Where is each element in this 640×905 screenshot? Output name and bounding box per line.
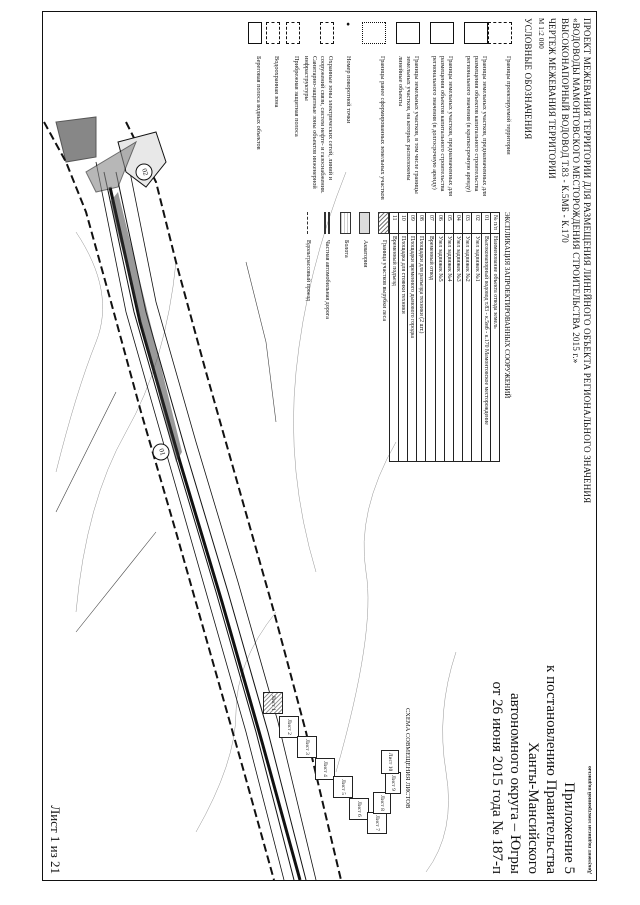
legend-swatch (248, 22, 262, 44)
explication-title: ЭКСПЛИКАЦИЯ ЗАПРОЕКТИРОВАННЫХ СООРУЖЕНИЙ (503, 212, 511, 399)
map-legend-item (315, 212, 334, 382)
table-row (454, 213, 463, 462)
sheet-box: Лист 9 (385, 772, 401, 794)
legend-item (292, 56, 300, 206)
table-row (417, 213, 426, 462)
sheets-scheme (271, 692, 401, 872)
map-legend-item (353, 212, 372, 382)
legend-swatch (396, 22, 420, 44)
row-name: Площадки временного дымового городка (408, 234, 417, 462)
row-number: 02 (472, 213, 481, 234)
drawing-sheet-rotated (42, 11, 597, 881)
table-row (408, 213, 417, 462)
legend-label: Охранные зоны электрических сетей, линий и сооружений связи, систем нефте- и газоснабжения. Санитарно-защитные зоны объектов инженерной инфраструктуры (303, 56, 334, 194)
map-legend-label: Болота (343, 240, 349, 258)
row-name: Площадка для стоянки техники (398, 234, 407, 462)
table-row (444, 213, 453, 462)
legend-label: Номер поворотной точки (345, 56, 352, 124)
map-legend-swatch (340, 212, 351, 234)
legend-label: Границы земельных участков, в том числе границы земельных участков, на которых расположены линейные объекты (397, 56, 420, 194)
row-name: Узел задвижек №2 (463, 234, 472, 462)
row-name: Узел задвижек №3 (454, 234, 463, 462)
row-number: 11 (389, 213, 398, 234)
table-row (463, 213, 472, 462)
sheet-box: Лист 10 (381, 750, 399, 774)
legend-item (254, 56, 262, 206)
map-legend-item (296, 212, 315, 382)
table-row (435, 213, 444, 462)
appendix-line-1: Приложение 5 (561, 782, 577, 874)
title-line-1: ПРОЕКТ МЕЖЕВАНИЯ ТЕРРИТОРИИ ДЛЯ РАЗМЕЩЕНИЯ ЛИНЕЙНОГО ОБЪЕКТА РЕГИОНАЛЬНОГО ЗНАЧЕНИЯ (582, 18, 592, 504)
explication-table (389, 212, 500, 462)
appendix-line-3: Ханты-Мансийского (525, 742, 541, 874)
map-label-point-b: 02 (140, 167, 150, 177)
legend-swatch (362, 22, 386, 44)
appendix-line-5: от 26 июня 2015 года № 187-п (489, 681, 505, 874)
legend-label: Прибрежная защитная полоса (293, 56, 300, 137)
title-line-3: ВЫСОКОНАПОРНЫЙ ВОДОВОД Т.83 - К.5МБ - К.170 (560, 18, 570, 243)
appendix-line-2: к постановлению Правительства (543, 665, 559, 874)
row-name: Временный подъезд (389, 234, 398, 462)
row-name: Высоконапорный водовод т.83 - к.5мб - к.170 Мамонтовское месторождение (481, 234, 490, 462)
row-name: Временный отвод (426, 234, 435, 462)
legend-label: Границы ранее сформированных земельных участков (379, 56, 386, 200)
legend-label: Границы земельных участков, предназначенных для размещения объектов капитального строительства регионального значения (в краткосрочную аренду) (465, 56, 488, 197)
map-legend-item (334, 212, 353, 382)
title-line-2: «ВОДОВОДЫ МАМОНТОВСКОГО МЕСТОРОЖДЕНИЯ СТРОИТЕЛЬСТВА 2015 г.» (571, 18, 581, 364)
legend-swatch (488, 22, 512, 44)
row-number: 03 (463, 213, 472, 234)
legend-item (272, 56, 280, 206)
map-legend-swatch (359, 212, 370, 234)
map-legend-swatch (324, 212, 330, 234)
map-legend-swatch (378, 212, 389, 234)
map-legend-label: Акватории (362, 240, 368, 268)
legend (42, 22, 512, 212)
table-row (472, 213, 481, 462)
row-name: Узел задвижек №4 (444, 234, 453, 462)
sheet-box: Лист 5 (333, 776, 353, 798)
sheet-box: Лист 2 (279, 716, 299, 738)
legend-swatch: • (341, 22, 355, 27)
map-legend-label: Частная автомобильная дорога (324, 240, 330, 319)
legend-item (341, 22, 355, 206)
sheet-box: Лист 1 (263, 692, 283, 714)
map-legend-item (372, 212, 391, 382)
appendix-line-4: автономного округа – Югры (507, 692, 523, 874)
row-name: Узел задвижек №5 (435, 234, 444, 462)
row-number: 07 (426, 213, 435, 234)
legend-item (396, 56, 420, 206)
title-block (522, 18, 592, 503)
signature-note: Документ подписан электронной подписью (587, 765, 593, 874)
legend-swatch (464, 22, 488, 44)
legend-swatch (320, 22, 334, 44)
table-row (398, 213, 407, 462)
explication-header: № п/п (490, 213, 499, 234)
row-name: Площадки для разъезда техники (2 шт.) (417, 234, 426, 462)
table-row (426, 213, 435, 462)
map-legend-label: Вдольтрассовый проезд (305, 240, 311, 301)
legend-title: УСЛОВНЫЕ ОБОЗНАЧЕНИЯ (523, 18, 533, 140)
legend-item (378, 56, 386, 206)
explication-header: Наименование объекта отвода земель (490, 234, 499, 462)
map-legend-swatch (306, 212, 308, 234)
row-number: 08 (417, 213, 426, 234)
legend-item (504, 56, 512, 206)
sheet-box: Лист 7 (367, 812, 387, 834)
sheet-box: Лист 8 (373, 792, 391, 814)
appendix-block (488, 665, 578, 874)
sheet-box: Лист 3 (297, 736, 317, 758)
legend-label: Границы земельных участков, предназначенных для размещения объектов капитального строительства регионального значения (в долгосрочную аренду) (431, 56, 454, 197)
legend-label: Водоохранная зона (273, 56, 280, 108)
scale-label: М 1:2 000 (537, 18, 545, 49)
legend-swatch (266, 22, 280, 44)
legend-item (302, 56, 334, 206)
legend-label: Береговая полоса водных объектов (255, 56, 262, 150)
sheet-counter: Лист 1 из 21 (48, 805, 63, 874)
title-line-4: ЧЕРТЕЖ МЕЖЕВАНИЯ ТЕРРИТОРИИ (547, 18, 557, 179)
row-number: 01 (481, 213, 490, 234)
table-row (481, 213, 490, 462)
sheet-box: Лист 6 (349, 798, 369, 820)
row-name: Узел задвижек №1 (472, 234, 481, 462)
legend-item (464, 56, 488, 206)
row-number: 10 (398, 213, 407, 234)
legend-swatch (430, 22, 454, 44)
row-number: 04 (454, 213, 463, 234)
map-label-point-a: 01 (157, 447, 167, 457)
row-number: 05 (444, 213, 453, 234)
row-number: 06 (435, 213, 444, 234)
map-legend (296, 212, 391, 382)
drawing-sheet (42, 11, 597, 881)
legend-swatch (286, 22, 300, 44)
legend-item (430, 56, 454, 206)
map-legend-label: Граница участков вырубки леса (381, 240, 387, 322)
sheet-box: Лист 4 (315, 758, 335, 780)
sheets-scheme-title: СХЕМА СОВМЕЩЕНИЯ ЛИСТОВ (404, 708, 411, 809)
row-number: 09 (408, 213, 417, 234)
legend-label: Границы проектируемой территории (505, 56, 512, 155)
